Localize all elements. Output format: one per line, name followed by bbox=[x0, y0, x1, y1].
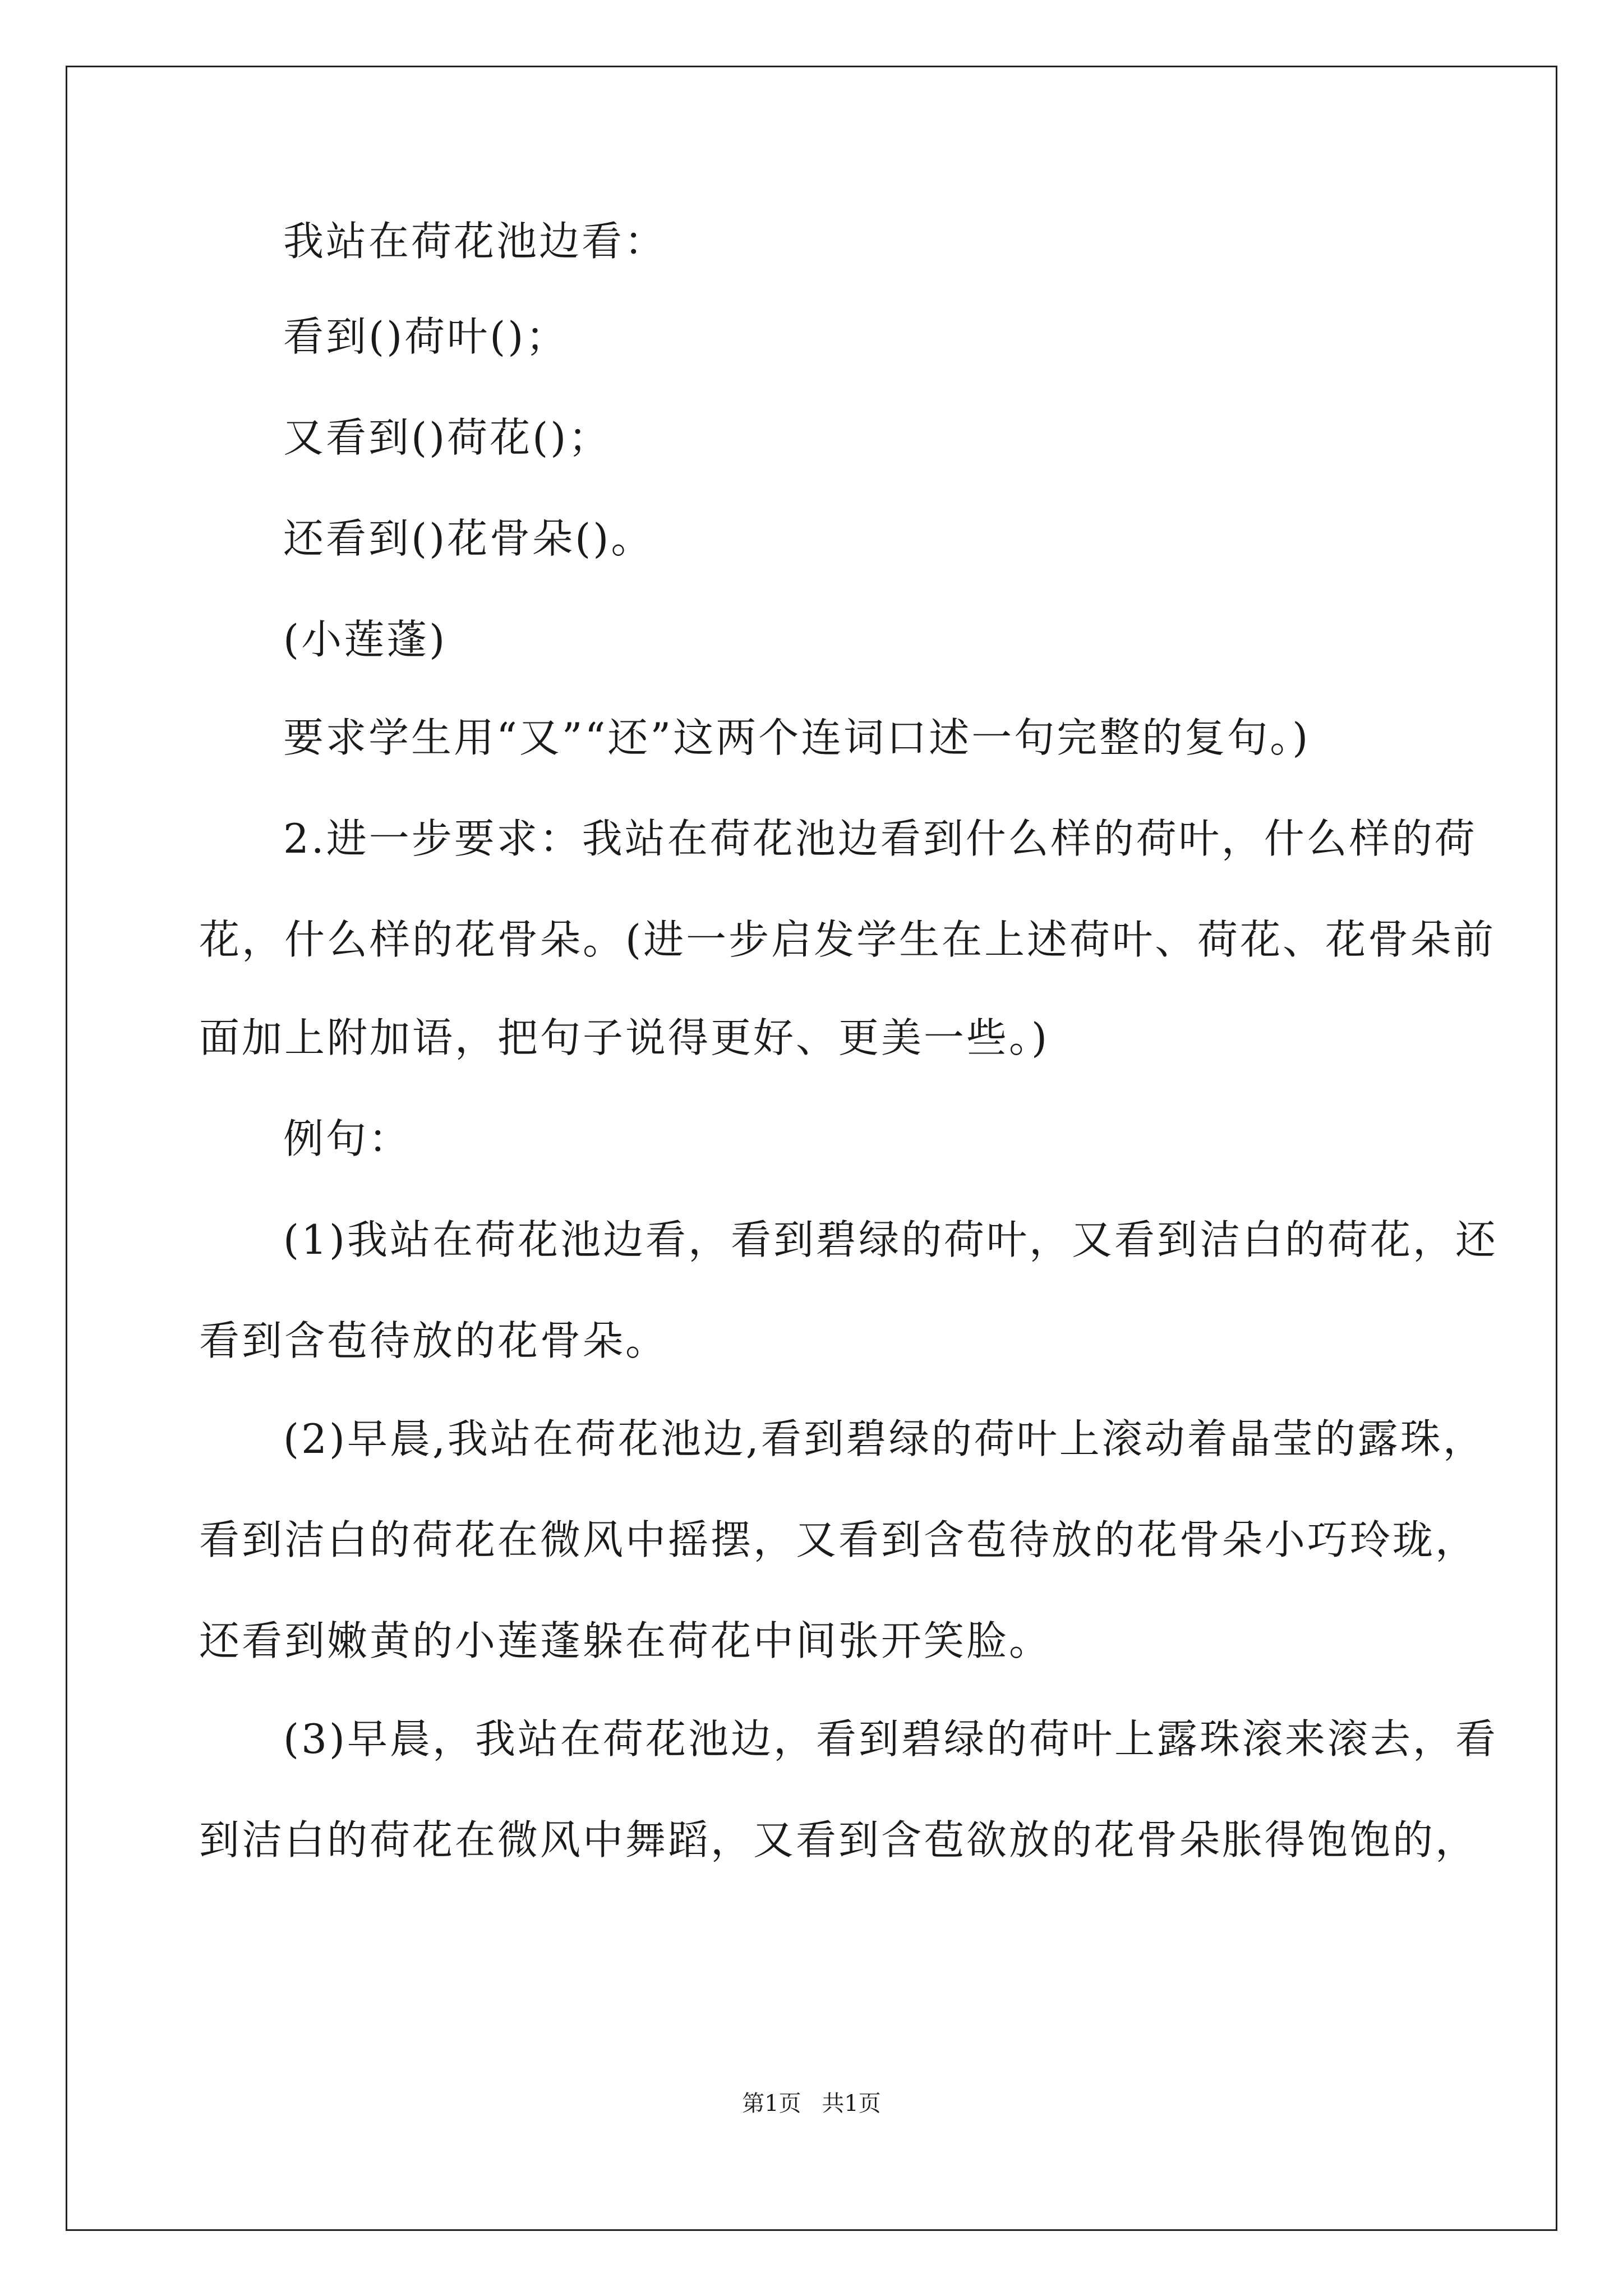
text-line: (3)早晨，我站在荷花池边，看到碧绿的荷叶上露珠滚来滚去，看 bbox=[283, 1715, 1498, 1763]
text-line: (小莲蓬) bbox=[283, 616, 448, 663]
text-line: 花，什么样的花骨朵。(进一步启发学生在上述荷叶、荷花、花骨朵前 bbox=[199, 916, 1496, 963]
text-line: 到洁白的荷花在微风中舞蹈，又看到含苞欲放的花骨朵胀得饱饱的， bbox=[199, 1816, 1478, 1864]
text-line: 面加上附加语，把句子说得更好、更美一些。) bbox=[199, 1014, 1050, 1061]
text-line: 看到含苞待放的花骨朵。 bbox=[199, 1317, 668, 1364]
text-line: (2)早晨,我站在荷花池边,看到碧绿的荷叶上滚动着晶莹的露珠， bbox=[283, 1415, 1486, 1462]
text-line: 看到洁白的荷花在微风中摇摆，又看到含苞待放的花骨朵小巧玲珑， bbox=[199, 1516, 1478, 1563]
text-line: 2.进一步要求：我站在荷花池边看到什么样的荷叶，什么样的荷 bbox=[283, 815, 1477, 862]
text-line: 我站在荷花池边看： bbox=[283, 218, 667, 265]
text-line: 还看到嫩黄的小莲蓬躲在荷花中间张开笑脸。 bbox=[199, 1617, 1052, 1664]
text-line: 例句： bbox=[283, 1115, 412, 1162]
page-number: 第1页 bbox=[742, 2091, 801, 2116]
text-line: (1)我站在荷花池边看，看到碧绿的荷叶，又看到洁白的荷花，还 bbox=[283, 1216, 1498, 1263]
text-line: 看到()荷叶()； bbox=[283, 313, 569, 360]
page-total: 共1页 bbox=[822, 2091, 881, 2116]
text-line: 要求学生用“又”“还”这两个连词口述一句完整的复句。) bbox=[283, 714, 1311, 761]
page-footer bbox=[0, 2087, 1623, 2120]
text-line: 还看到()花骨朵()。 bbox=[283, 515, 654, 562]
text-line: 又看到()荷花()； bbox=[283, 414, 611, 461]
